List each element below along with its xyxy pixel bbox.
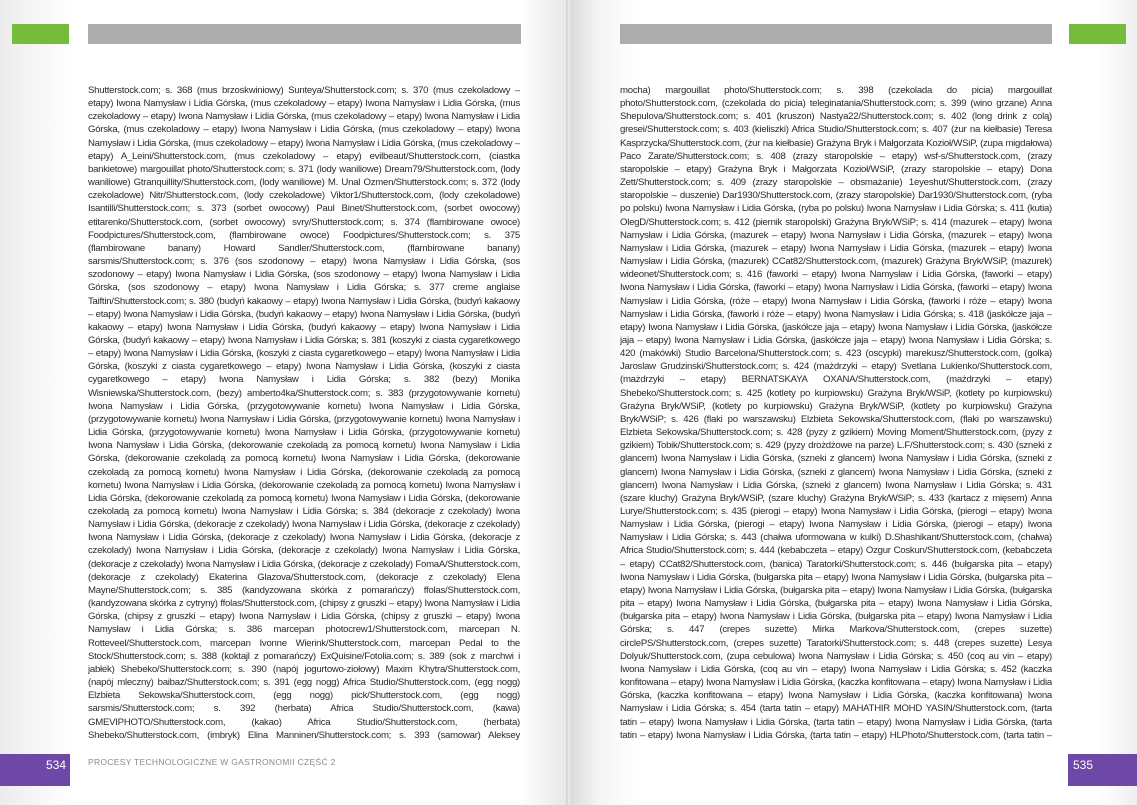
right-page-number: 535 bbox=[1068, 754, 1137, 786]
left-header-tab bbox=[12, 24, 69, 44]
left-page-number: 534 bbox=[0, 754, 70, 786]
right-header-tab bbox=[1069, 24, 1126, 44]
right-credits-text: mocha) margouillat photo/Shutterstock.com; s. 398 (czekolada do picia) margouillat photo/Shutterstock.com, (czekolada do picia) teleginatania/Shutterstock.com; s. 399 (wino grzane) Anna Shepulova/Shutterstock.com; s. 401 (kruszon) Nastya22/Shutterstock.com; s. 402 (long drink z colą) gresei/Shutterstock.com; s. 403 (kieliszki) Africa Studio/Shutterstock.com; s. 407 (żur na kiełbasie) Teresa Kasprzycka/Shutterstock.com, (żur na kiełbasie) Grażyna Bryk i Małgorzata Kozioł/WSiP, (zupa migdałowa) Paco Zarate/Shutterstock.com; s. 408 (zrazy staropolskie – etapy) wsf-s/Shutterstock.com, (zrazy staropolskie – etapy) Grażyna Bryk i Małgorzata Kozioł/WSiP, (zrazy staropolskie – etapy) Dona Zett/Shutterstock.com; s. 409 (zrazy staropolskie – obsmażanie) 1eyeshut/Shutterstock.com, (zrazy staropolskie – duszenie) Dar1930/Shutterstock.com, (zrazy staropolskie) Dar1930/Shutterstock.com, (ryba po polsku) Iwona Namysław i Lidia Górska, (ryba po polsku) Iwona Namysław i Lidia Górska; s. 411 (kutia) OlegD/Shutterstock.com; s. 412 (piernik staropolski) Grażyna Bryk/WSiP; s. 414 (mazurek – etapy) Iwona Namysław i Lidia Górska, (mazurek – etapy) Iwona Namysław i Lidia Górska, (mazurek – etapy) Iwona Namysław i Lidia Górska, (mazurek – etapy) Iwona Namysław i Lidia Górska, (mazurek – etapy) Iwona Namysław i Lidia Górska, (mazurek) CCat82/Shutterstock.com, (mazurek) Grażyna Bryk/WSiP, (mazurek) wideonet/Shutterstock.com; s. 416 (faworki – etapy) Iwona Namysław i Lidia Górska, (faworki – etapy) Iwona Namysław i Lidia Górska, (faworki – etapy) Iwona Namysław i Lidia Górska, (faworki – etapy) Iwona Namysław i Lidia Górska, (róże – etapy) Iwona Namysław i Lidia Górska, (faworki i róże – etapy) Iwona Namysław i Lidia Górska, (faworki i róże – etapy) Iwona Namysław i Lidia Górska; s. 418 (jaskółcze jaja – etapy) Iwona Namysław i Lidia Górska, (jaskółcze jaja – etapy) Iwona Namysław i Lidia Górska, (jaskółcze jaja – etapy) Iwona Namysław i Lidia Górska, (jaskółcze jaja – etapy) Iwona Namysław i Lidia Górska; s. 420 (makówki) Studio Barcelona/Shutterstock.com; s. 423 (oscypki) marekusz/Shutterstock.com, (golka) Jaroslaw Grudzinski/Shutterstock.com; s. 424 (mażdrzyki – etapy) Svetlana Lukienko/Shutterstock.com, (mażdrzyki – etapy) BERNATSKAYA OXANA/Shutterstock.com, (mażdrzyki – etapy) Shebeko/Shutterstock.com; s. 425 (kotlety po kurpiowsku) Grażyna Bryk/WSiP, (kotlety po kurpiowsku) Grażyna Bryk/WSiP, (kotlety po kurpiowsku) Grażyna Bryk/WSiP, (kotlety po kurpiowsku) Grażyna Bryk/WSiP; s. 426 (flaki po warszawsku) Elzbieta Sekowska/Shutterstock.com, (flaki po warszawsku) Elzbieta Sekowska/Shutterstock.com; s. 428 (pyzy z gzikiem) Moving Moment/Shutterstock.com, (pyzy z gzikiem) Tobik/Shutterstock.com; s. 429 (pyzy drożdżowe na parze) L.F/Shutterstock.com; s. 430 (szneki z glancem) Iwona Namysław i Lidia Górska, (szneki z glancem) Iwona Namysław i Lidia Górska, (szneki z glancem) Iwona Namysław i Lidia Górska, (szneki z glancem) Iwona Namysław i Lidia Górska, (szneki z glancem) Iwona Namysław i Lidia Górska, (szneki z glancem) Iwona Namysław i Lidia Górska; s. 431 (szare kluchy) Grażyna Bryk/WSiP, (szare kluchy) Grażyna Bryk/WSiP; s. 433 (kartacz z mięsem) Anna Lurye/Shutterstock.com; s. 435 (pierogi – etapy) Iwona Namysław i Lidia Górska, (pierogi – etapy) Iwona Namysław i Lidia Górska, (pierogi – etapy) Iwona Namysław i Lidia Górska, (pierogi – etapy) Iwona Namysław i Lidia Górska; s. 443 (chałwa uformowana w kulki) D.Shashikant/Shutterstock.com, (chałwa) Africa Studio/Shutterstock.com; s. 444 (kebabczeta – etapy) Ozgur Coskun/Shutterstock.com, (kebabczeta – etapy) CCat82/Shutterstock.com, (banica) Taratorki/Shutterstock.com; s. 446 (bułgarska pita – etapy) Iwona Namysław i Lidia Górska, (bułgarska pita – etapy) Iwona Namysław i Lidia Górska, (bułgarska pita – etapy) Iwona Namysław i Lidia Górska, (bułgarska pita – etapy) Iwona Namysław i Lidia Górska, (bułgarska pita – etapy) Iwona Namysław i Lidia Górska, (bułgarska pita – etapy) Iwona Namysław i Lidia Górska, (bułgarska pita – etapy) Iwona Namysław i Lidia Górska, (bułgarska pita – etapy) Iwona Namysław i Lidia Górska; s. 447 (crepes suzette) Mirka Markova/Shutterstock.com, (crepes suzette) circlePS/Shutterstock.com, (crepes suzette) Taratorki/Shutterstock.com; s. 448 (crepes suzette) Lesya Dolyuk/Shutterstock.com, (zupa cebulowa) Iwona Namysław i Lidia Górska; s. 450 (coq au vin – etapy) Iwona Namysław i Lidia Górska, (coq au vin – etapy) Iwona Namysław i Lidia Górska; s. 452 (kaczka konfitowana – etapy) Iwona Namysław i Lidia Górska, (kaczka konfitowana – etapy) Iwona Namysław i Lidia Górska, (kaczka konfitowana – etapy) Iwona Namysław i Lidia Górska, (kaczka konfitowana) Iwona Namysław i Lidia Górska; s. 454 (tarta tatin – etapy) MAHATHIR MOHD YASIN/Shutterstock.com, (tarta tatin – etapy) Iwona Namysław i Lidia Górska, (tarta tatin – etapy) Iwona Namysław i Lidia Górska, (tarta tatin – etapy) Iwona Namysław i Lidia Górska, (tarta tatin – etapy) HLPhoto/Shutterstock.com, (tarta tatin – bbox=[620, 85, 1052, 740]
left-credits-text: Shutterstock.com; s. 368 (mus brzoskwiniowy) Sunteya/Shutterstock.com; s. 370 (mus czekoladowy – etapy) Iwona Namysław i Lidia Górska, (mus czekoladowy – etapy) Iwona Namysław i Lidia Górska, (mus czekoladowy – etapy) Iwona Namysław i Lidia Górska, (mus czekoladowy – etapy) Iwona Namysław i Lidia Górska, (mus czekoladowy – etapy) Iwona Namysław i Lidia Górska, (mus czekoladowy – etapy) Iwona Namysław i Lidia Górska, (mus czekoladowy – etapy) Iwona Namysław i Lidia Górska, (mus czekoladowy – etapy) A_Leini/Shutterstock.com, (mus czekoladowy – etapy) evilbeaut/Shutterstock.com, (ciastka bankietowe) margouillat photo/Shutterstock.com; s. 371 (lody waniliowe) Dream79/Shutterstock.com, (lody waniliowe) Gtranquillity/Shutterstock.com, (lody waniliowe) M. Unal Ozmen/Shutterstock.com; s. 372 (lody czekoladowe) Nitr/Shutterstock.com, (lody czekoladowe) Viktor1/Shutterstock.com, (lody czekoladowe) Isantilli/Shutterstock.com; s. 373 (sorbet owocowy) Paul Binet/Shutterstock.com, (sorbet owocowy) etitarenko/Shutterstock.com, (sorbet owocowy) svry/Shutterstock.com; s. 374 (flambirowane owoce) Foodpictures/Shutterstock.com, (flambirowane owoce) Foodpictures/Shutterstock.com; s. 375 (flambirowane banany) Howard Sandler/Shutterstock.com, (flambirowane banany) sarsmis/Shutterstock.com; s. 376 (sos szodonowy – etapy) Iwona Namysław i Lidia Górska, (sos szodonowy – etapy) Iwona Namysław i Lidia Górska, (sos szodonowy – etapy) Iwona Namysław i Lidia Górska, (sos szodonowy – etapy) Iwona Namysław i Lidia Górska; s. 377 creme anglaise Taiftin/Shutterstock.com; s. 380 (budyń kakaowy – etapy) Iwona Namysław i Lidia Górska, (budyń kakaowy – etapy) Iwona Namysław i Lidia Górska, (budyń kakaowy – etapy) Iwona Namysław i Lidia Górska, (budyń kakaowy – etapy) Iwona Namysław i Lidia Górska, (budyń kakaowy – etapy) Iwona Namysław i Lidia Górska, (budyń kakaowy – etapy) Iwona Namysław i Lidia Górska; s. 381 (koszyki z ciasta cygaretkowego – etapy) Iwona Namysław i Lidia Górska, (koszyki z ciasta cygaretkowego – etapy) Iwona Namysław i Lidia Górska, (koszyki z ciasta cygaretkowego – etapy) Iwona Namysław i Lidia Górska, (koszyki z ciasta cygaretkowego – etapy) Iwona Namysław i Lidia Górska; s. 382 (bezy) Monika Wisniewska/Shutterstock.com, (bezy) amberto4ka/Shutterstock.com; s. 383 (przygotowywanie kornetu) Iwona Namysław i Lidia Górska, (przygotowywanie kornetu) Iwona Namysław i Lidia Górska, (przygotowywanie kornetu) Iwona Namysław i Lidia Górska, (przygotowywanie kornetu) Iwona Namysław i Lidia Górska, (przygotowywanie kornetu) Iwona Namysław i Lidia Górska, (przygotowywanie kornetu) Iwona Namysław i Lidia Górska, (dekorowanie czekoladą za pomocą kornetu) Iwona Namysław i Lidia Górska, (dekorowanie czekoladą za pomocą kornetu) Iwona Namysław i Lidia Górska, (dekorowanie czekoladą za pomocą kornetu) Iwona Namysław i Lidia Górska, (dekorowanie czekoladą za pomocą kornetu) Iwona Namysław i Lidia Górska, (dekorowanie czekoladą za pomocą kornetu) Iwona Namysław i Lidia Górska, (dekorowanie czekoladą za pomocą kornetu) Iwona Namysław i Lidia Górska, (dekorowanie czekoladą za pomocą kornetu) Iwona Namysław i Lidia Górska; s. 384 (dekoracje z czekolady) Iwona Namysław i Lidia Górska, (dekoracje z czekolady) Iwona Namysław i Lidia Górska, (dekoracje z czekolady) Iwona Namysław i Lidia Górska, (dekoracje z czekolady) Iwona Namysław i Lidia Górska, (dekoracje z czekolady) Iwona Namysław i Lidia Górska, (dekoracje z czekolady) Iwona Namysław i Lidia Górska, (dekoracje z czekolady) Iwona Namysław i Lidia Górska, (dekoracje z czekolady) FomaA/Shutterstock.com, (dekoracje z czekolady) Ekaterina Glazova/Shutterstock.com, (dekoracje z czekolady) Elena Mayne/Shutterstock.com; s. 385 (kandyzowana skórka z pomarańczy) ffolas/Shutterstock.com, (kandyzowana skórka z cytryny) ffolas/Shutterstock.com, (chipsy z gruszki – etapy) Iwona Namysław i Lidia Górska, (chipsy z gruszki – etapy) Iwona Namysław i Lidia Górska, (chipsy z gruszki – etapy) Iwona Namysław i Lidia Górska; s. 386 marcepan photocrew1/Shutterstock.com, marcepan N. Rotteveel/Shutterstock.com, marcepan Ivonne Wierink/Shutterstock.com, marcepan Pedal to the Stock/Shutterstock.com; s. 388 (koktajl z pomarańczy) ExQuisine/Fotolia.com; s. 389 (sok z marchwi i jabłek) Shebeko/Shutterstock.com; s. 390 (napój jogurtowo-ziołowy) Maxim Khytra/Shutterstock.com, (napój mleczny) baibaz/Shutterstock.com; s. 391 (egg nogg) Africa Studio/Shutterstock.com, (egg nogg) Elzbieta Sekowska/Shutterstock.com, (egg nogg) pick/Shutterstock.com, (egg nogg) sarsmis/Shutterstock.com; s. 392 (herbata) Africa Studio/Shutterstock.com, (kawa) GMEVIPHOTO/Shutterstock.com, (kakao) Africa Studio/Shutterstock.com, (herbata) Shebeko/Shutterstock.com, (imbryk) Elina Manninen/Shutterstock.com; s. 393 (samowar) Aleksey bbox=[88, 85, 520, 740]
right-header-bar bbox=[620, 24, 1052, 44]
left-header-bar bbox=[88, 24, 521, 44]
footer-book-title: PROCESY TECHNOLOGICZNE W GASTRONOMII CZĘŚĆ 2 bbox=[88, 757, 336, 767]
book-spine bbox=[566, 0, 570, 805]
